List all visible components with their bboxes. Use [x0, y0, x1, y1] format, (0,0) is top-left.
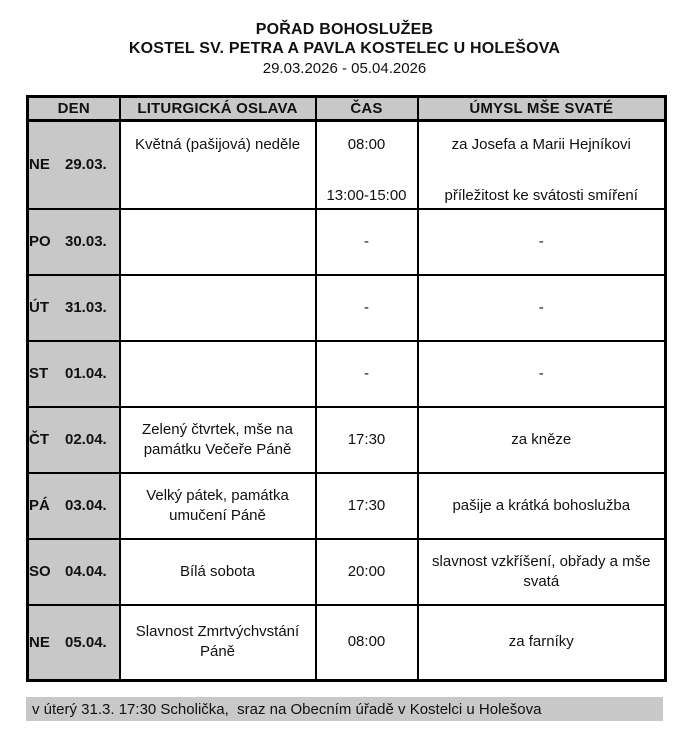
day-date: 31.03. — [65, 299, 107, 316]
day-date: 03.04. — [65, 497, 107, 514]
time-cell: - — [316, 275, 418, 341]
page-title: POŘAD BOHOSLUŽEB — [255, 21, 434, 38]
time-cell — [316, 121, 418, 209]
celebration-cell: Slavnost Zmrtvýchvstání Páně — [120, 605, 316, 681]
intention-cell: - — [418, 275, 666, 341]
time-entry: 08:00 — [347, 136, 386, 153]
table-row — [28, 209, 666, 275]
day-date: 04.04. — [65, 563, 107, 580]
day-abbr: ÚT — [29, 299, 49, 316]
time-cell: - — [316, 341, 418, 407]
date-range: 29.03.2026 - 05.04.2026 — [262, 60, 427, 77]
time-cell: - — [316, 209, 418, 275]
day-cell — [28, 473, 120, 539]
day-cell — [28, 209, 120, 275]
intention-entry: za Josefa a Marii Hejníkovi — [451, 136, 631, 153]
day-date: 01.04. — [65, 365, 107, 382]
day-date: 30.03. — [65, 233, 107, 250]
day-abbr: NE — [29, 633, 50, 651]
table-row — [28, 539, 666, 605]
document-header — [0, 0, 689, 78]
day-date: 05.04. — [65, 633, 107, 651]
table-row — [28, 341, 666, 407]
intention-cell: - — [418, 341, 666, 407]
celebration-cell: Velký pátek, památka umučení Páně — [120, 473, 316, 539]
day-abbr: PO — [29, 233, 51, 250]
celebration-cell — [120, 341, 316, 407]
celebration-cell: Bílá sobota — [120, 539, 316, 605]
table-header-row — [28, 97, 666, 121]
celebration-cell — [120, 275, 316, 341]
table-row — [28, 605, 666, 681]
column-header-celebration: LITURGICKÁ OSLAVA — [120, 97, 316, 121]
day-cell — [28, 341, 120, 407]
table-row — [28, 121, 666, 209]
celebration-cell — [120, 209, 316, 275]
church-name: KOSTEL SV. PETRA A PAVLA KOSTELEC U HOLEŠOVA — [128, 40, 561, 57]
time-cell: 08:00 — [316, 605, 418, 681]
day-cell — [28, 605, 120, 681]
time-cell: 20:00 — [316, 539, 418, 605]
announcement-note: v úterý 31.3. 17:30 Scholička, sraz na Obecním úřadě v Kostelci u Holešova — [26, 697, 663, 721]
day-abbr: NE — [29, 156, 50, 174]
table-row — [28, 473, 666, 539]
time-cell: 17:30 — [316, 407, 418, 473]
day-cell — [28, 407, 120, 473]
intention-cell: pašije a krátká bohoslužba — [418, 473, 666, 539]
day-cell — [28, 275, 120, 341]
day-abbr: PÁ — [29, 497, 50, 514]
table-row — [28, 407, 666, 473]
day-abbr: SO — [29, 563, 51, 580]
table-row — [28, 275, 666, 341]
column-header-day: DEN — [28, 97, 120, 121]
day-abbr: ST — [29, 365, 49, 382]
service-schedule-table — [26, 95, 667, 682]
intention-entry: příležitost ke svátosti smíření — [444, 187, 638, 204]
day-cell — [28, 121, 120, 209]
intention-cell — [418, 121, 666, 209]
intention-cell: slavnost vzkříšení, obřady a mše svatá — [418, 539, 666, 605]
celebration-cell: Květná (pašijová) neděle — [120, 121, 316, 209]
time-entry: 13:00-15:00 — [326, 187, 407, 204]
intention-cell: za farníky — [418, 605, 666, 681]
day-abbr: ČT — [29, 431, 49, 448]
day-date: 02.04. — [65, 431, 107, 448]
day-date: 29.03. — [65, 156, 107, 174]
time-cell: 17:30 — [316, 473, 418, 539]
column-header-intention: ÚMYSL MŠE SVATÉ — [418, 97, 666, 121]
column-header-time: ČAS — [316, 97, 418, 121]
intention-cell: - — [418, 209, 666, 275]
celebration-cell: Zelený čtvrtek, mše na památku Večeře Páně — [120, 407, 316, 473]
intention-cell: za kněze — [418, 407, 666, 473]
day-cell — [28, 539, 120, 605]
